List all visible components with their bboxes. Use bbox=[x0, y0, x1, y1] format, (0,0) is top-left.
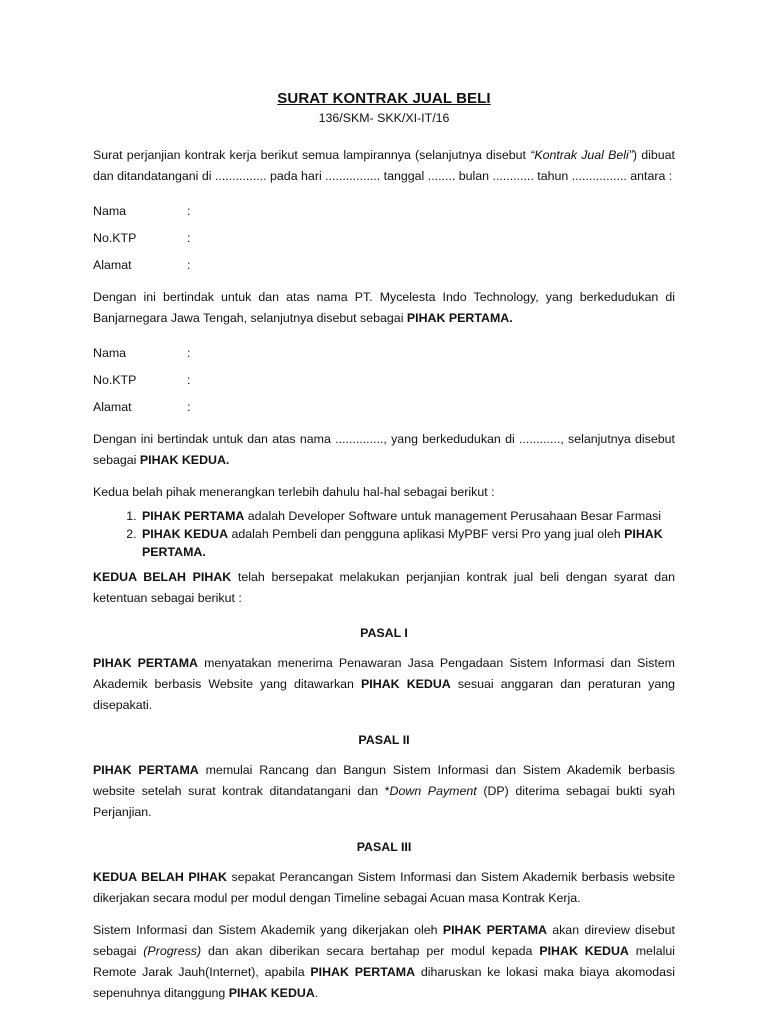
field-row bbox=[93, 340, 675, 367]
list-item-bold: PIHAK KEDUA bbox=[142, 527, 229, 541]
field-colon: : bbox=[187, 373, 191, 387]
field-row bbox=[93, 252, 675, 279]
intro-italic: “Kontrak Jual Beli” bbox=[530, 148, 633, 162]
agreement-bold: KEDUA BELAH PIHAK bbox=[93, 570, 232, 584]
pasal-1-text: sesuai anggaran dan peraturan yang disepakati. bbox=[93, 677, 675, 712]
field-row bbox=[93, 225, 675, 252]
agreement-text: telah bersepakat melakukan perjanjian kontrak jual beli dengan syarat dan ketentuan sebagai berikut : bbox=[93, 570, 675, 605]
pasal-2-text: memulai Rancang dan Bangun Sistem Informasi dan Sistem Akademik berbasis website setelah surat kontrak ditandatangani dan * bbox=[93, 763, 675, 798]
list-item bbox=[140, 507, 675, 525]
second-party-fields bbox=[93, 340, 675, 421]
field-label: No.KTP bbox=[93, 373, 137, 387]
intro-paragraph bbox=[93, 145, 675, 187]
pasal-2-bold: PIHAK PERTAMA bbox=[93, 763, 199, 777]
pasal-2-paragraph bbox=[93, 760, 675, 823]
first-party-bold: PIHAK PERTAMA. bbox=[406, 311, 513, 325]
field-colon: : bbox=[187, 400, 191, 414]
intro-text-1: Surat perjanjian kontrak kerja berikut semua lampirannya (selanjutnya disebut bbox=[93, 148, 531, 162]
pasal-1-heading: PASAL I bbox=[360, 626, 408, 640]
agreement-paragraph bbox=[93, 567, 675, 609]
intro-text-2: ) dibuat dan ditandatangani di ............... pada hari ................ tanggal ........ bulan ............ tahun ................ antara : bbox=[93, 148, 675, 183]
list-item bbox=[140, 525, 675, 561]
pasal-3-text: Sistem Informasi dan Sistem Akademik yang dikerjakan oleh bbox=[93, 923, 443, 937]
field-row bbox=[93, 367, 675, 394]
pasal-3-text: sepakat Perancangan Sistem Informasi dan Sistem Akademik berbasis website dikerjakan secara modul per modul dengan Timeline sebagai Acuan masa Kontrak Kerja. bbox=[93, 870, 675, 905]
first-party-text: Dengan ini bertindak untuk dan atas nama PT. Mycelesta Indo Technology, yang berkedudukan di Banjarnegara Jawa Tengah, selanjutnya disebut sebagai bbox=[93, 290, 675, 325]
pasal-3-text: . bbox=[314, 986, 319, 1000]
list-item-bold: PIHAK PERTAMA bbox=[142, 509, 245, 523]
pasal-3-bold: PIHAK KEDUA bbox=[228, 986, 315, 1000]
pasal-1-text: menyatakan menerima Penawaran Jasa Pengadaan Sistem Informasi dan Sistem Akademik berbasis Website yang ditawarkan bbox=[93, 656, 675, 691]
pasal-3-text: dan akan diberikan secara bertahap per modul kepada bbox=[201, 944, 540, 958]
field-colon: : bbox=[187, 231, 191, 245]
pasal-3-bold: PIHAK KEDUA bbox=[539, 944, 629, 958]
list-item-bold: PIHAK PERTAMA. bbox=[142, 527, 663, 559]
second-party-text: Dengan ini bertindak untuk dan atas nama .............., yang berkedudukan di ............, selanjutnya disebut sebagai bbox=[93, 432, 675, 467]
pasal-3-italic: (Progress) bbox=[143, 944, 202, 958]
pasal-1-bold: PIHAK KEDUA bbox=[361, 677, 451, 691]
first-party-paragraph bbox=[93, 287, 675, 329]
document-number: 136/SKM- SKK/XI-IT/16 bbox=[318, 111, 450, 125]
list-item-text: adalah Developer Software untuk management Perusahaan Besar Farmasi bbox=[244, 509, 662, 523]
field-label: Nama bbox=[93, 346, 127, 360]
pasal-3-bold: PIHAK PERTAMA bbox=[310, 965, 416, 979]
first-party-fields bbox=[93, 198, 675, 279]
second-party-bold: PIHAK KEDUA. bbox=[139, 453, 230, 467]
field-label: Alamat bbox=[93, 400, 132, 414]
pasal-3-text: diharuskan ke lokasi maka biaya akomodasi sepenuhnya ditanggung bbox=[93, 965, 675, 1000]
list-item-text: adalah Pembeli dan pengguna aplikasi MyPBF versi Pro yang jual oleh bbox=[228, 527, 625, 541]
pasal-2-italic: Down Payment bbox=[389, 784, 477, 798]
field-label: Nama bbox=[93, 204, 127, 218]
field-colon: : bbox=[187, 346, 191, 360]
field-label: No.KTP bbox=[93, 231, 137, 245]
numbered-list bbox=[93, 507, 675, 561]
document-title: SURAT KONTRAK JUAL BELI bbox=[277, 90, 491, 107]
field-colon: : bbox=[187, 258, 191, 272]
field-row bbox=[93, 198, 675, 225]
field-colon: : bbox=[187, 204, 191, 218]
pasal-1-bold: PIHAK PERTAMA bbox=[93, 656, 198, 670]
pasal-1-paragraph bbox=[93, 653, 675, 716]
pasal-3-bold: KEDUA BELAH PIHAK bbox=[93, 870, 227, 884]
pasal-3-text: akan direview disebut sebagai bbox=[93, 923, 675, 958]
pasal-2-text: (DP) diterima sebagai bukti syah Perjanjian. bbox=[93, 784, 675, 819]
field-row bbox=[93, 394, 675, 421]
pasal-3-bold: PIHAK PERTAMA bbox=[442, 923, 547, 937]
pasal-3-paragraph-2 bbox=[93, 920, 675, 1004]
field-label: Alamat bbox=[93, 258, 132, 272]
lead-paragraph: Kedua belah pihak menerangkan terlebih dahulu hal-hal sebagai berikut : bbox=[93, 485, 495, 499]
pasal-3-paragraph-1 bbox=[93, 867, 675, 909]
pasal-2-heading: PASAL II bbox=[358, 733, 410, 747]
pasal-3-text: melalui Remote Jarak Jauh(Internet), apabila bbox=[93, 944, 675, 979]
second-party-paragraph bbox=[93, 429, 675, 471]
pasal-3-heading: PASAL III bbox=[356, 840, 412, 854]
